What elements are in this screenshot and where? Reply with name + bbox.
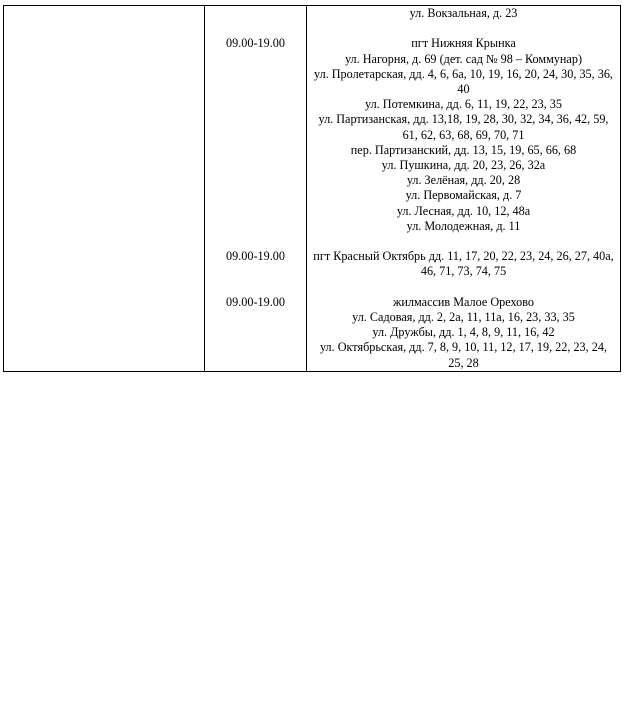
address-line: ул. Садовая, дд. 2, 2а, 11, 11а, 16, 23, 33, 35 (352, 310, 575, 325)
address-line: ул. Потемкина, дд. 6, 11, 19, 22, 23, 35 (365, 97, 562, 112)
table-row (4, 6, 621, 372)
settlement-title: пгт Нижняя Крынка (411, 36, 516, 51)
time-value: 09.00-19.00 (226, 36, 285, 51)
schedule-table (3, 5, 621, 372)
address-line: ул. Партизанская, дд. 13,18, 19, 28, 30, 32, 34, 36, 42, 59, 61, 62, 63, 68, 69, 70, 71 (318, 112, 609, 142)
time-value: 09.00-19.00 (226, 294, 285, 309)
address-line: ул. Вокзальная, д. 23 (409, 6, 518, 20)
address-line: ул. Пролетарская, дд. 4, 6, 6а, 10, 19, 16, 20, 24, 30, 35, 36, 40 (314, 66, 613, 96)
settlement-title: пгт Красный Октябрь дд. 11, 17, 20, 22, 23, 24, 26, 27, 40а, 46, 71, 73, 74, 75 (313, 249, 614, 279)
address-line: пер. Партизанский, дд. 13, 15, 19, 65, 66, 68 (350, 142, 577, 157)
address-line: ул. Пушкина, дд. 20, 23, 26, 32а (381, 158, 546, 173)
time-cell (205, 6, 307, 372)
address-cell (307, 6, 621, 372)
address-line: ул. Октябрьская, дд. 7, 8, 9, 10, 11, 12, 17, 19, 22, 23, 24, 25, 28 (320, 340, 607, 370)
settlement-title: жилмассив Малое Орехово (393, 294, 534, 309)
time-value: 09.00-19.00 (226, 249, 285, 264)
address-line: ул. Дружбы, дд. 1, 4, 8, 9, 11, 16, 42 (372, 325, 555, 340)
district-cell (4, 6, 205, 372)
address-line: ул. Молодежная, д. 11 (406, 218, 521, 233)
address-line: ул. Лесная, дд. 10, 12, 48а (396, 203, 531, 218)
address-line: ул. Нагорня, д. 69 (дет. сад № 98 – Коммунар) (345, 51, 582, 66)
address-line: ул. Первомайская, д. 7 (405, 188, 522, 203)
address-line: ул. Зелёная, дд. 20, 28 (406, 173, 521, 188)
